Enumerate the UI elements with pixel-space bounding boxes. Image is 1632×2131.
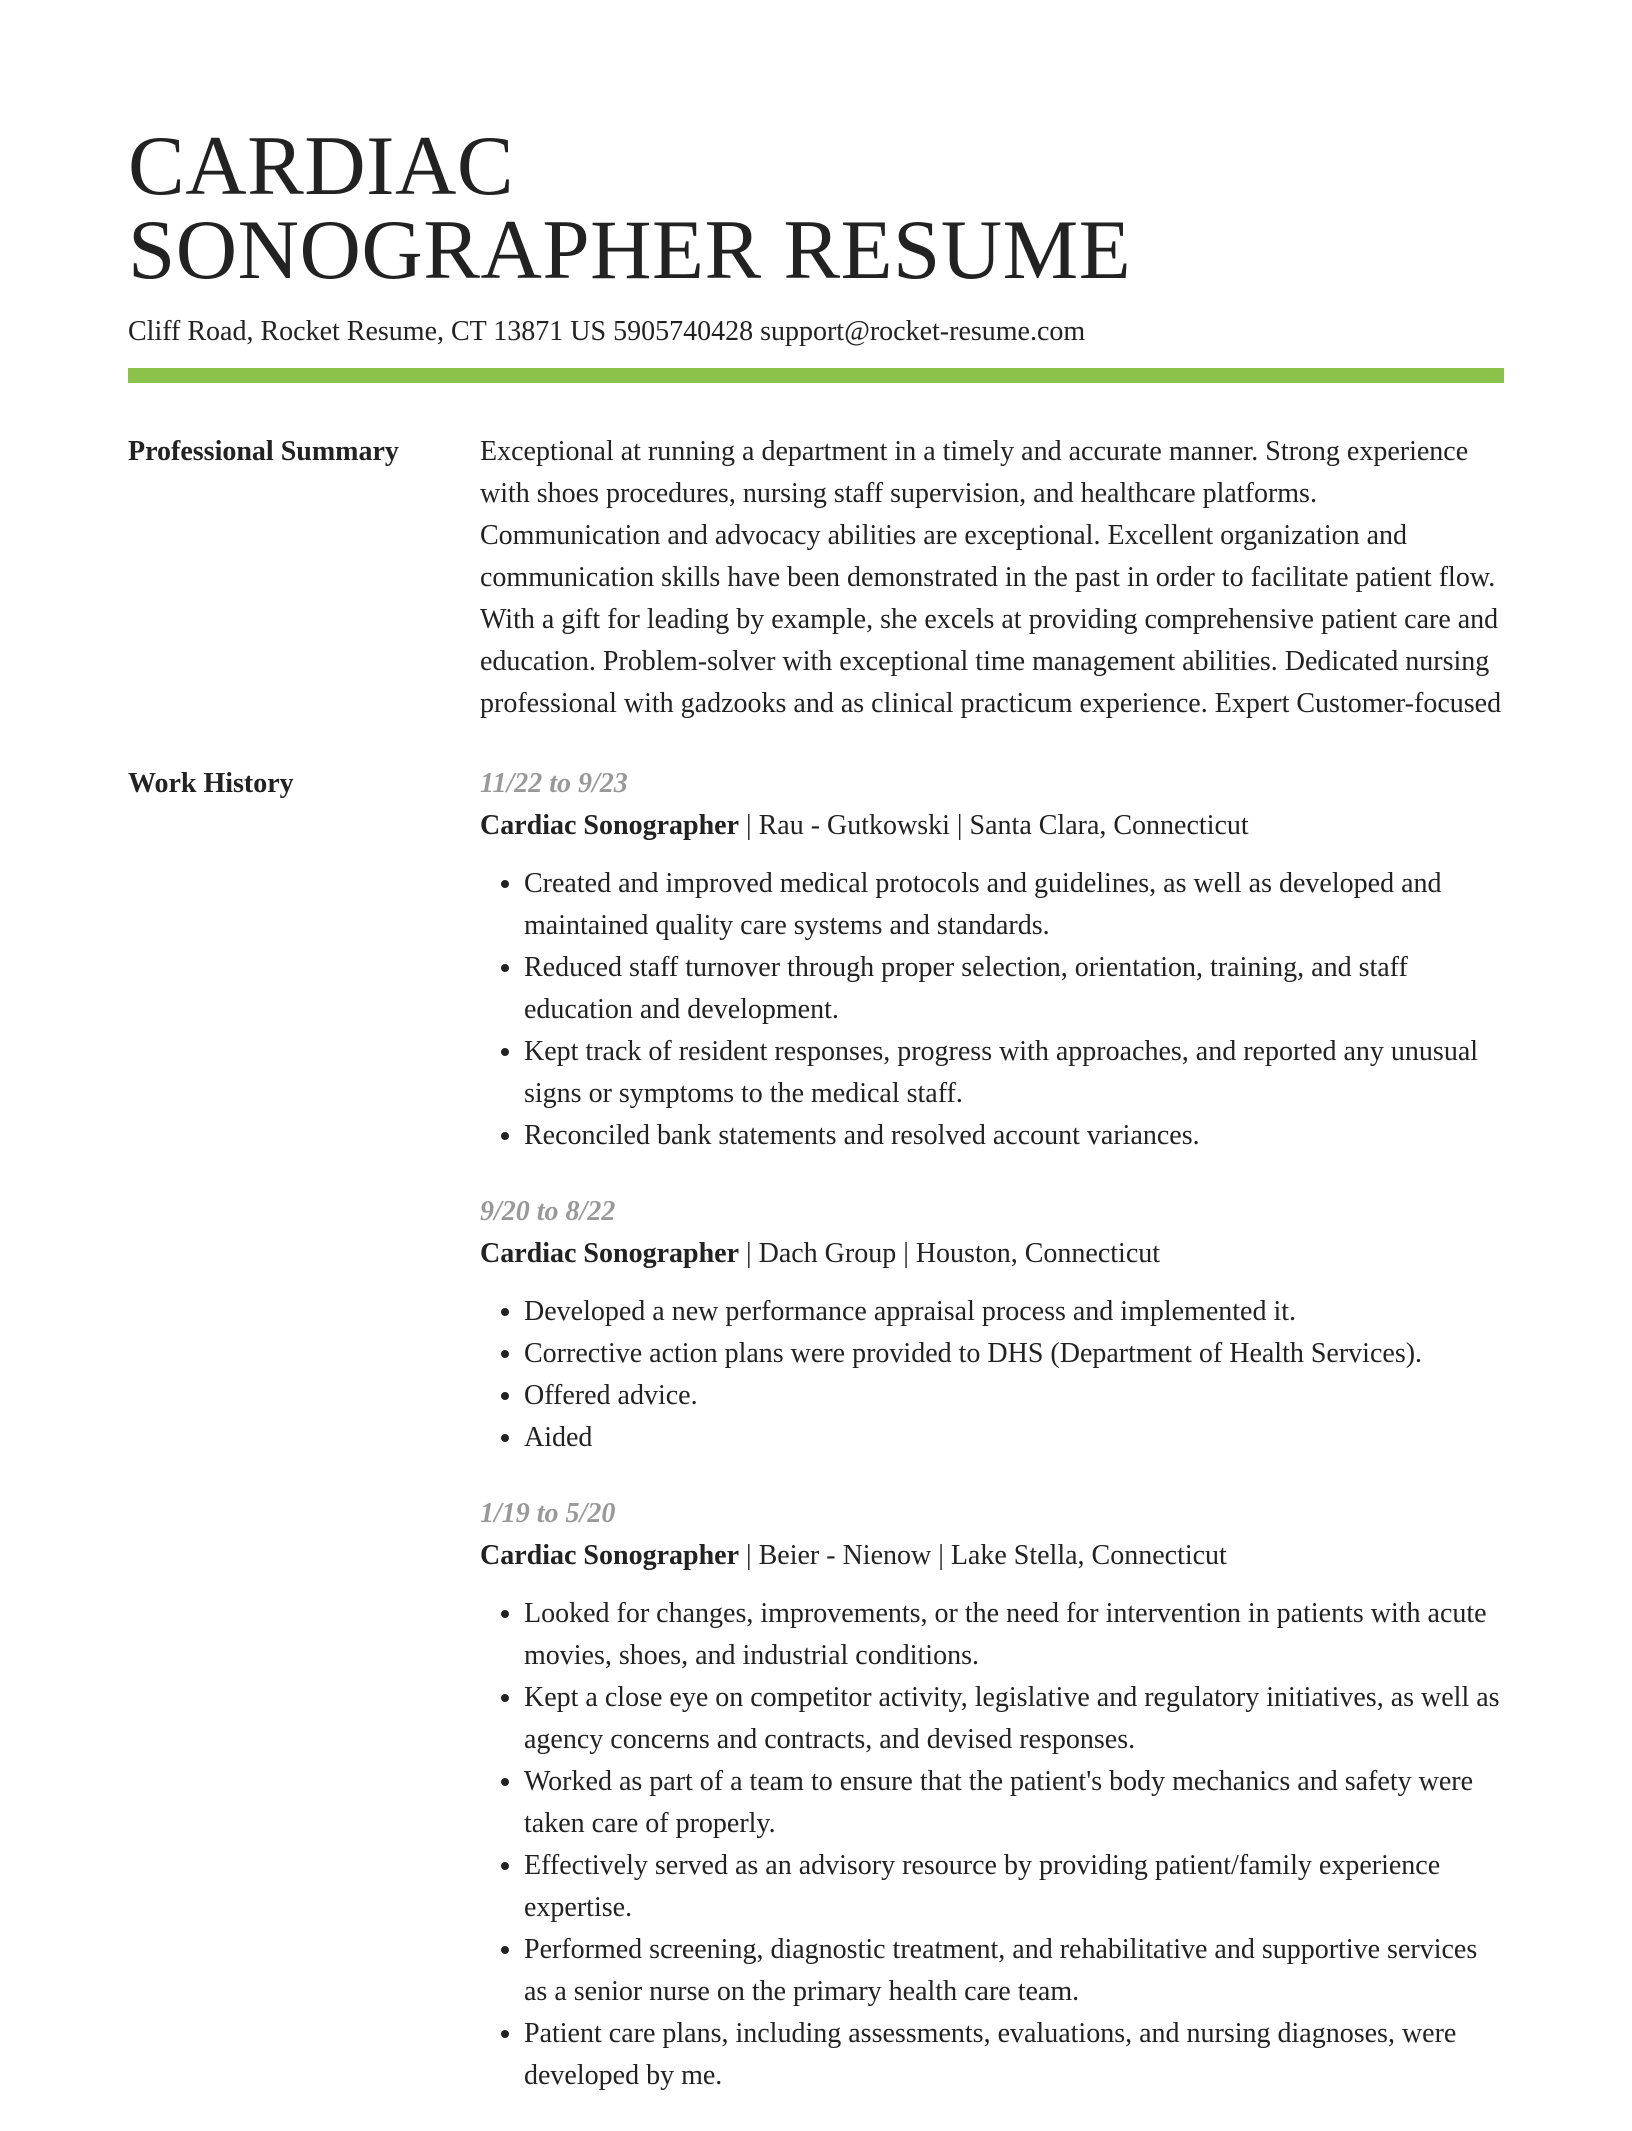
job-entry	[480, 1191, 1504, 1459]
page-title	[128, 119, 1504, 297]
section-label-summary: Professional Summary	[128, 436, 399, 467]
list-item: • Corrective action plans were provided to DHS (Department of Health Services).	[524, 1333, 1504, 1375]
list-item: • Kept a close eye on competitor activity, legislative and regulatory initiatives, as well as agency concerns and contracts, and devised responses.	[524, 1677, 1504, 1761]
list-item: • Effectively served as an advisory resource by providing patient/family experience expertise.	[524, 1845, 1504, 1929]
title-line-1: CARDIAC	[128, 119, 515, 213]
job-heading	[480, 1535, 1504, 1577]
list-item: • Offered advice.	[524, 1375, 1504, 1417]
work-body	[480, 763, 1504, 2131]
list-item: • Patient care plans, including assessments, evaluations, and nursing diagnoses, were developed by me.	[524, 2013, 1504, 2097]
summary-text: Exceptional at running a department in a timely and accurate manner. Strong experience with shoes procedures, nursing staff supervision, and healthcare platforms. Communication and advocacy abilities are exceptional. Excellent organization and communication skills have been demonstrated in the past in order to facilitate patient flow. With a gift for leading by example, she excels at providing comprehensive patient care and education. Problem-solver with exceptional time management abilities. Dedicated nursing professional with gadzooks and as clinical practicum experience. Expert Customer-focused	[480, 436, 1502, 719]
job-dates: 11/22 to 9/23	[480, 768, 628, 799]
job-bullets	[480, 1593, 1504, 2097]
job-title: Cardiac Sonographer	[480, 810, 739, 841]
list-item: • Looked for changes, improvements, or the need for intervention in patients with acute movies, shoes, and industrial conditions.	[524, 1593, 1504, 1677]
list-item: • Worked as part of a team to ensure that the patient's body mechanics and safety were taken care of properly.	[524, 1761, 1504, 1845]
job-heading	[480, 1233, 1504, 1275]
professional-summary-section	[128, 431, 1504, 725]
job-dates: 1/19 to 5/20	[480, 1498, 616, 1529]
job-bullets	[480, 1291, 1504, 1459]
job-details: | Rau - Gutkowski | Santa Clara, Connecticut	[739, 810, 1249, 841]
section-label-work: Work History	[128, 768, 294, 799]
job-details: | Dach Group | Houston, Connecticut	[739, 1238, 1161, 1269]
title-line-2: SONOGRAPHER RESUME	[128, 203, 1132, 297]
list-item: • Developed a new performance appraisal process and implemented it.	[524, 1291, 1504, 1333]
work-history-section	[128, 763, 1504, 2131]
list-item: • Reduced staff turnover through proper selection, orientation, training, and staff education and development.	[524, 947, 1504, 1031]
job-heading	[480, 805, 1504, 847]
list-item: • Kept track of resident responses, progress with approaches, and reported any unusual signs or symptoms to the medical staff.	[524, 1031, 1504, 1115]
list-item: • Performed screening, diagnostic treatment, and rehabilitative and supportive services as a senior nurse on the primary health care team.	[524, 1929, 1504, 2013]
job-dates: 9/20 to 8/22	[480, 1196, 616, 1227]
job-entry	[480, 1493, 1504, 2097]
job-title: Cardiac Sonographer	[480, 1238, 739, 1269]
job-bullets	[480, 863, 1504, 1157]
summary-body	[480, 431, 1504, 725]
list-item: • Aided	[524, 1417, 1504, 1459]
list-item: • Created and improved medical protocols and guidelines, as well as developed and maintained quality care systems and standards.	[524, 863, 1504, 947]
contact-info: Cliff Road, Rocket Resume, CT 13871 US 5905740428 support@rocket-resume.com	[128, 316, 1086, 347]
accent-divider	[128, 368, 1504, 383]
list-item: • Reconciled bank statements and resolved account variances.	[524, 1115, 1504, 1157]
job-title: Cardiac Sonographer	[480, 1540, 739, 1571]
job-details: | Beier - Nienow | Lake Stella, Connecticut	[739, 1540, 1227, 1571]
job-entry	[480, 763, 1504, 1157]
